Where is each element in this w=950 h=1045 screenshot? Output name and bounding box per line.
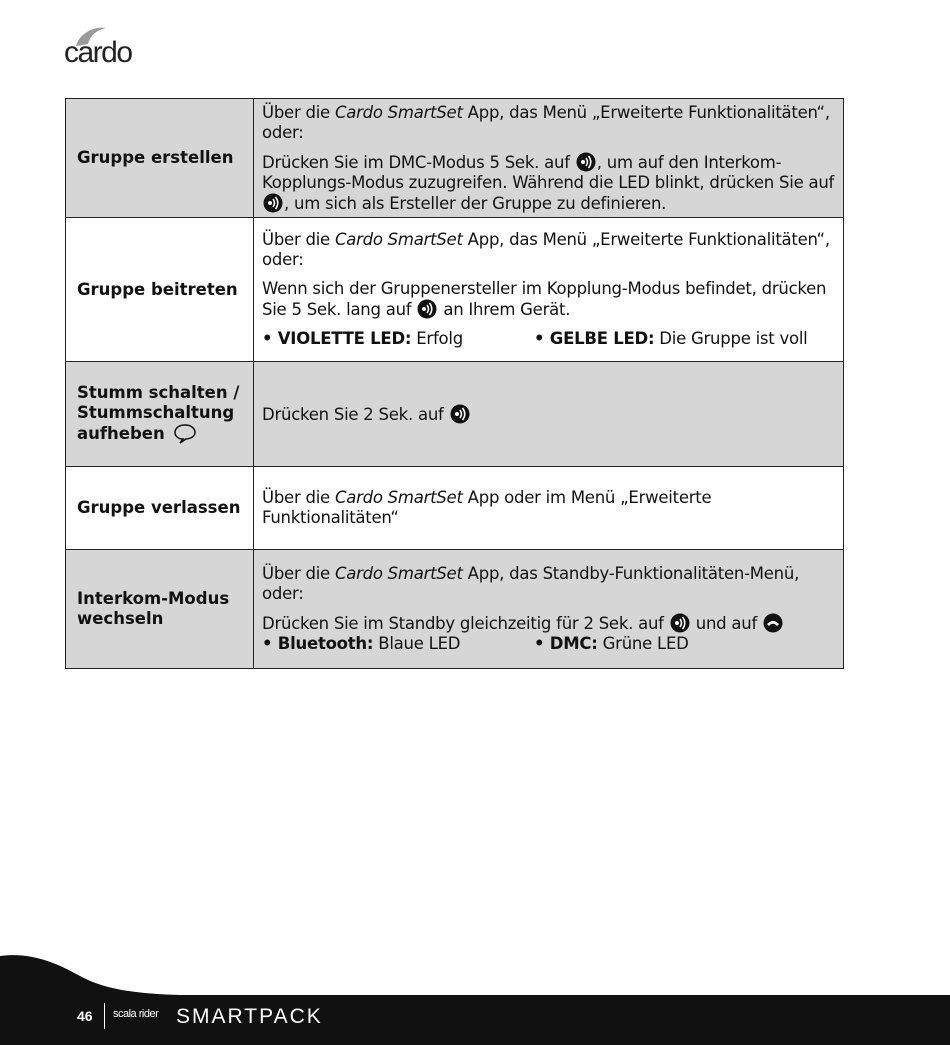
table-row: [66, 362, 844, 467]
line2: Wenn sich der Gruppenersteller im Kopplung-Modus befindet, drücken Sie 5 Sek. lang auf an Ihrem Gerät.: [262, 279, 827, 319]
line1: Drücken Sie 2 Sek. auf: [262, 404, 835, 425]
bullet-bluetooth: • Bluetooth: Blaue LED: [262, 634, 461, 653]
product-name: SMARTPACK: [176, 1005, 323, 1028]
row-body: [254, 362, 844, 467]
line2: Drücken Sie im Standby gleichzeitig für 2 Sek. auf und auf: [262, 613, 835, 634]
led-bullets: [262, 329, 835, 349]
intercom-button-icon: [263, 193, 283, 213]
table-row: [66, 218, 844, 362]
footer-bar: [0, 995, 950, 1045]
speech-bubble-icon: [173, 423, 197, 445]
row-label-cell: [66, 362, 254, 467]
table-row: [66, 99, 844, 218]
row-body: [254, 99, 844, 218]
line1: Über die Cardo SmartSet App, das Standby-Funktionalitäten-Menü, oder:: [262, 564, 800, 603]
phone-button-icon: [763, 613, 783, 633]
function-table: [65, 98, 844, 669]
bullet-violet: • VIOLETTE LED: Erfolg: [262, 329, 463, 348]
row-label: Interkom-Modus wechseln: [66, 550, 254, 669]
line1: Über die Cardo SmartSet App, das Menü „Erweiterte Funktionalitäten“, oder:: [262, 230, 830, 269]
line2: Drücken Sie im DMC-Modus 5 Sek. auf , um auf den Interkom-Kopplungs-Modus zuzugreifen. Während die LED blinkt, drücken Sie auf , um sich als Ersteller der Gruppe zu definieren.: [262, 152, 835, 213]
intercom-button-icon: [450, 404, 470, 424]
series-name: scala rider: [113, 1008, 159, 1020]
row-body: [254, 550, 844, 669]
intercom-button-icon: [417, 299, 437, 319]
table-row: [66, 467, 844, 550]
row-body: [254, 467, 844, 550]
bullet-dmc: • DMC: Grüne LED: [534, 634, 689, 653]
row-body: [254, 218, 844, 362]
page-number: 46: [77, 1008, 93, 1024]
row-label: Stumm schalten / Stummschaltung aufheben: [77, 383, 240, 443]
mode-bullets: [262, 634, 835, 654]
logo-text: cardo: [64, 36, 132, 69]
footer-wave: [0, 952, 180, 996]
bullet-yellow: • GELBE LED: Die Gruppe ist voll: [534, 329, 808, 348]
row-label: Gruppe verlassen: [66, 467, 254, 550]
table-row: [66, 550, 844, 669]
line1: Über die Cardo SmartSet App, das Menü „Erweiterte Funktionalitäten“, oder:: [262, 102, 830, 142]
intercom-button-icon: [576, 152, 596, 172]
row-label: Gruppe beitreten: [66, 218, 254, 362]
intercom-button-icon: [670, 613, 690, 633]
cardo-logo: [62, 24, 142, 74]
line1: Über die Cardo SmartSet App oder im Menü „Erweiterte Funktionalitäten“: [262, 488, 712, 527]
footer-divider: [104, 1003, 105, 1029]
row-label: Gruppe erstellen: [66, 99, 254, 218]
